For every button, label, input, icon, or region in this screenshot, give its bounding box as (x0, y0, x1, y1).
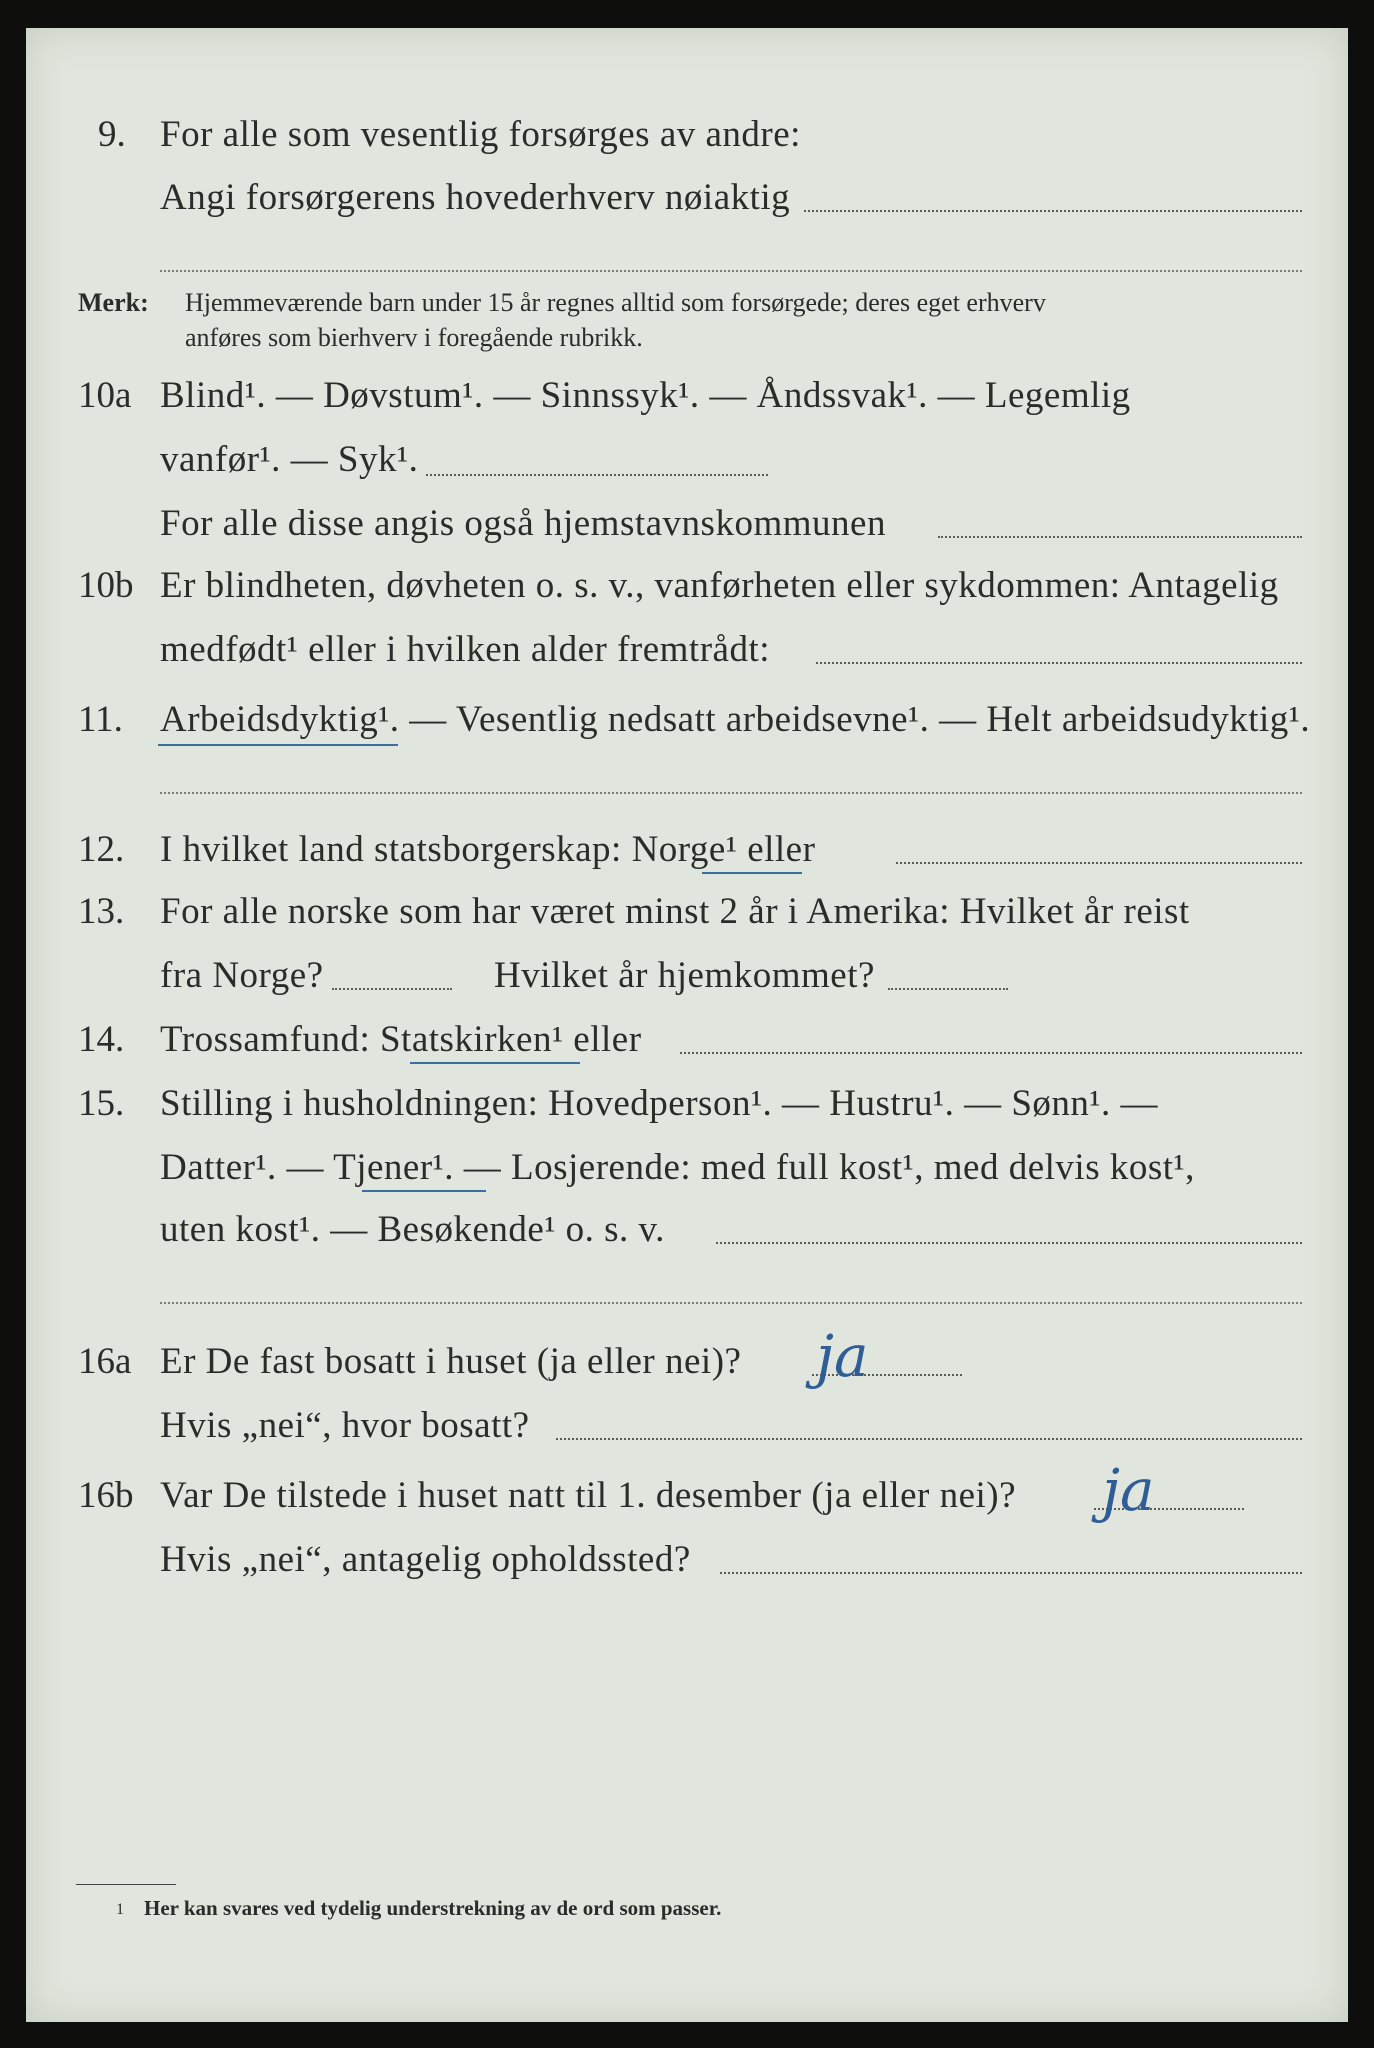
q13-text-line1: For alle norske som har været minst 2 år i Amerika: Hvilket år reist (160, 891, 1190, 932)
q16b-text-line1: Var De tilstede i huset natt til 1. desember (ja eller nei)? (160, 1475, 1017, 1516)
footnote-rule (76, 1884, 176, 1885)
q11-text-line1: Arbeidsdyktig¹. — Vesentlig nedsatt arbeidsevne¹. — Helt arbeidsudyktig¹. (160, 699, 1311, 740)
census-form-page (26, 28, 1348, 2022)
q9-number: 9. (98, 114, 126, 155)
q13-text-line2b: Hvilket år hjemkommet? (494, 955, 875, 996)
q10b-number: 10b (78, 565, 134, 606)
q10a-text-line1: Blind¹. — Døvstum¹. — Sinnssyk¹. — Åndssvak¹. — Legemlig (160, 375, 1131, 416)
q11-selected-underline (158, 744, 398, 746)
q10b-text-line2: medfødt¹ eller i hvilken alder fremtrådt: (160, 629, 771, 670)
q14-answer-field[interactable] (680, 1052, 1302, 1054)
q16b-number: 16b (78, 1475, 134, 1516)
q12-number: 12. (78, 829, 125, 870)
q11-answer-field[interactable] (160, 792, 1302, 794)
q15-text-line1: Stilling i husholdningen: Hovedperson¹. — Hustru¹. — Sønn¹. — (160, 1083, 1159, 1124)
q9-text-line1: For alle som vesentlig forsørges av andre: (160, 114, 801, 155)
q14-selected-underline (410, 1062, 580, 1064)
q9-answer-field-2[interactable] (160, 270, 1302, 272)
q12-answer-field[interactable] (896, 862, 1302, 864)
q10a-text-line3: For alle disse angis også hjemstavnskommunen (160, 503, 886, 544)
q15-selected-underline (362, 1190, 486, 1192)
q10b-text-line1: Er blindheten, døvheten o. s. v., vanførheten eller sykdommen: Antagelig (160, 565, 1279, 606)
q14-number: 14. (78, 1019, 125, 1060)
q13-number: 13. (78, 891, 125, 932)
q13-return-year-field[interactable] (888, 988, 1008, 990)
q16a-text-line1: Er De fast bosatt i huset (ja eller nei)? (160, 1341, 742, 1382)
q10a-municipality-field[interactable] (938, 536, 1302, 538)
q14-text-line1: Trossamfund: Statskirken¹ eller (160, 1019, 642, 1060)
q9-text-line2: Angi forsørgerens hovederhverv nøiaktig (160, 177, 791, 218)
q16a-number: 16a (78, 1341, 132, 1382)
q16b-text-line2: Hvis „nei“, antagelig opholdssted? (160, 1539, 691, 1580)
q10a-answer-field[interactable] (426, 474, 768, 476)
q13-text-line2a: fra Norge? (160, 955, 324, 996)
merk-text-line1: Hjemmeværende barn under 15 år regnes alltid som forsørgede; deres eget erhverv (185, 288, 1046, 317)
q9-answer-field[interactable] (804, 210, 1302, 212)
q15-answer-field[interactable] (716, 1242, 1302, 1244)
q12-selected-underline (702, 872, 802, 874)
q16a-residence-field[interactable] (556, 1438, 1302, 1440)
merk-text-line2: anføres som bierhverv i foregående rubrikk. (185, 323, 643, 352)
q15-text-line3: uten kost¹. — Besøkende¹ o. s. v. (160, 1209, 665, 1250)
q15-number: 15. (78, 1083, 125, 1124)
q10b-answer-field[interactable] (816, 662, 1302, 664)
merk-label: Merk: (78, 288, 149, 317)
q12-text-line1: I hvilket land statsborgerskap: Norge¹ eller (160, 829, 816, 870)
footnote-mark: 1 (116, 1901, 124, 1918)
q11-number: 11. (78, 699, 123, 740)
q10a-text-line2: vanfør¹. — Syk¹. (160, 439, 419, 480)
q16b-handwritten-answer: ja (1102, 1456, 1155, 1524)
q13-departure-year-field[interactable] (332, 988, 452, 990)
q15-answer-field-2[interactable] (160, 1302, 1302, 1304)
q16a-text-line2: Hvis „nei“, hvor bosatt? (160, 1405, 530, 1446)
q15-text-line2: Datter¹. — Tjener¹. — Losjerende: med full kost¹, med delvis kost¹, (160, 1147, 1195, 1188)
footnote-text: Her kan svares ved tydelig understrekning av de ord som passer. (144, 1896, 722, 1920)
q10a-number: 10a (78, 375, 132, 416)
q16a-handwritten-answer: ja (816, 1322, 869, 1390)
q16b-location-field[interactable] (720, 1572, 1302, 1574)
